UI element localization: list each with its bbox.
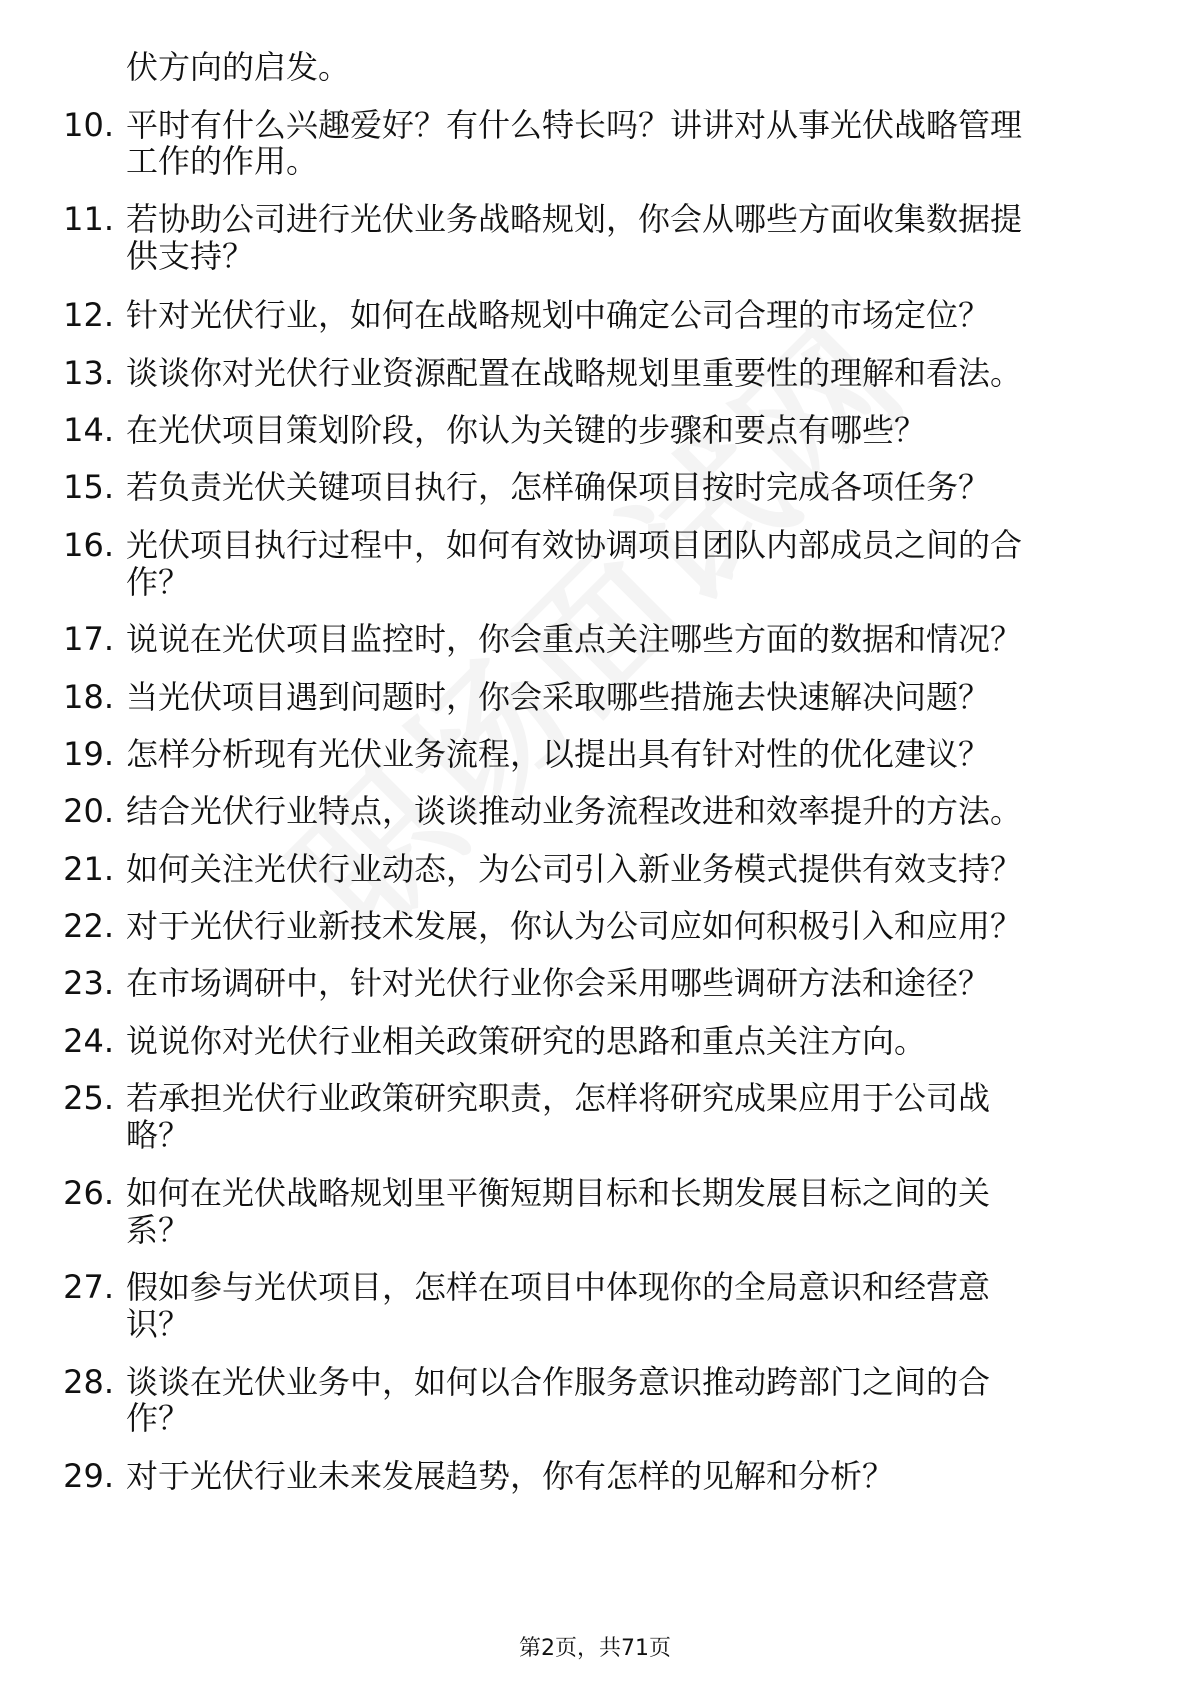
question-text: 当光伏项目遇到问题时，你会采取哪些措施去快速解决问题？: [126, 678, 991, 716]
question-text-continued: 识？: [126, 1305, 191, 1343]
question-text: 如何在光伏战略规划里平衡短期目标和长期发展目标之间的关: [126, 1174, 991, 1212]
question-number: 24.: [63, 1022, 114, 1060]
question-text: 若负责光伏关键项目执行，怎样确保项目按时完成各项任务？: [126, 468, 991, 506]
question-text: 若协助公司进行光伏业务战略规划，你会从哪些方面收集数据提: [126, 200, 1023, 238]
question-text: 说说你对光伏行业相关政策研究的思路和重点关注方向。: [126, 1022, 927, 1060]
question-number: 20.: [63, 792, 114, 830]
question-text: 若承担光伏行业政策研究职责，怎样将研究成果应用于公司战: [126, 1079, 991, 1117]
question-number: 23.: [63, 964, 114, 1002]
question-text-continued: 略？: [126, 1116, 191, 1154]
question-number: 17.: [63, 620, 114, 658]
question-number: 27.: [63, 1268, 114, 1306]
question-text-continued: 系？: [126, 1211, 191, 1249]
question-text-continued: 作？: [126, 1399, 191, 1437]
question-number: 11.: [63, 200, 114, 238]
question-number: 18.: [63, 678, 114, 716]
carryover-line: [0, 42, 1190, 92]
question-number: 22.: [63, 907, 114, 945]
page-footer: 第2页，共71页: [519, 1636, 671, 1661]
question-text: 针对光伏行业，如何在战略规划中确定公司合理的市场定位？: [126, 296, 991, 334]
question-number: 19.: [63, 735, 114, 773]
question-text: 谈谈你对光伏行业资源配置在战略规划里重要性的理解和看法。: [126, 354, 1023, 392]
question-text: 说说在光伏项目监控时，你会重点关注哪些方面的数据和情况？: [126, 620, 1023, 658]
question-number: 10.: [63, 106, 114, 144]
question-text-continued: 工作的作用。: [126, 142, 319, 180]
question-text: 平时有什么兴趣爱好？有什么特长吗？讲讲对从事光伏战略管理: [126, 106, 1023, 144]
carryover-text: 伏方向的启发。: [126, 48, 351, 86]
question-text: 谈谈在光伏业务中，如何以合作服务意识推动跨部门之间的合: [126, 1363, 991, 1401]
question-number: 29.: [63, 1457, 114, 1495]
question-number: 25.: [63, 1079, 114, 1117]
question-text: 如何关注光伏行业动态，为公司引入新业务模式提供有效支持？: [126, 850, 1023, 888]
question-number: 28.: [63, 1363, 114, 1401]
question-text: 在市场调研中，针对光伏行业你会采用哪些调研方法和途径？: [126, 964, 991, 1002]
question-number: 21.: [63, 850, 114, 888]
question-text: 光伏项目执行过程中，如何有效协调项目团队内部成员之间的合: [126, 526, 1023, 564]
question-text-continued: 供支持？: [126, 237, 255, 275]
question-number: 15.: [63, 468, 114, 506]
question-text: 在光伏项目策划阶段，你认为关键的步骤和要点有哪些？: [126, 411, 927, 449]
question-text: 怎样分析现有光伏业务流程，以提出具有针对性的优化建议？: [126, 735, 991, 773]
question-number: 16.: [63, 526, 114, 564]
question-number: 26.: [63, 1174, 114, 1212]
question-number: 13.: [63, 354, 114, 392]
question-text-continued: 作？: [126, 563, 191, 601]
question-number: 14.: [63, 411, 114, 449]
question-text: 对于光伏行业新技术发展，你认为公司应如何积极引入和应用？: [126, 907, 1023, 945]
question-text: 结合光伏行业特点，谈谈推动业务流程改进和效率提升的方法。: [126, 792, 1023, 830]
question-text: 假如参与光伏项目，怎样在项目中体现你的全局意识和经营意: [126, 1268, 991, 1306]
question-text: 对于光伏行业未来发展趋势，你有怎样的见解和分析？: [126, 1457, 895, 1495]
question-number: 12.: [63, 296, 114, 334]
